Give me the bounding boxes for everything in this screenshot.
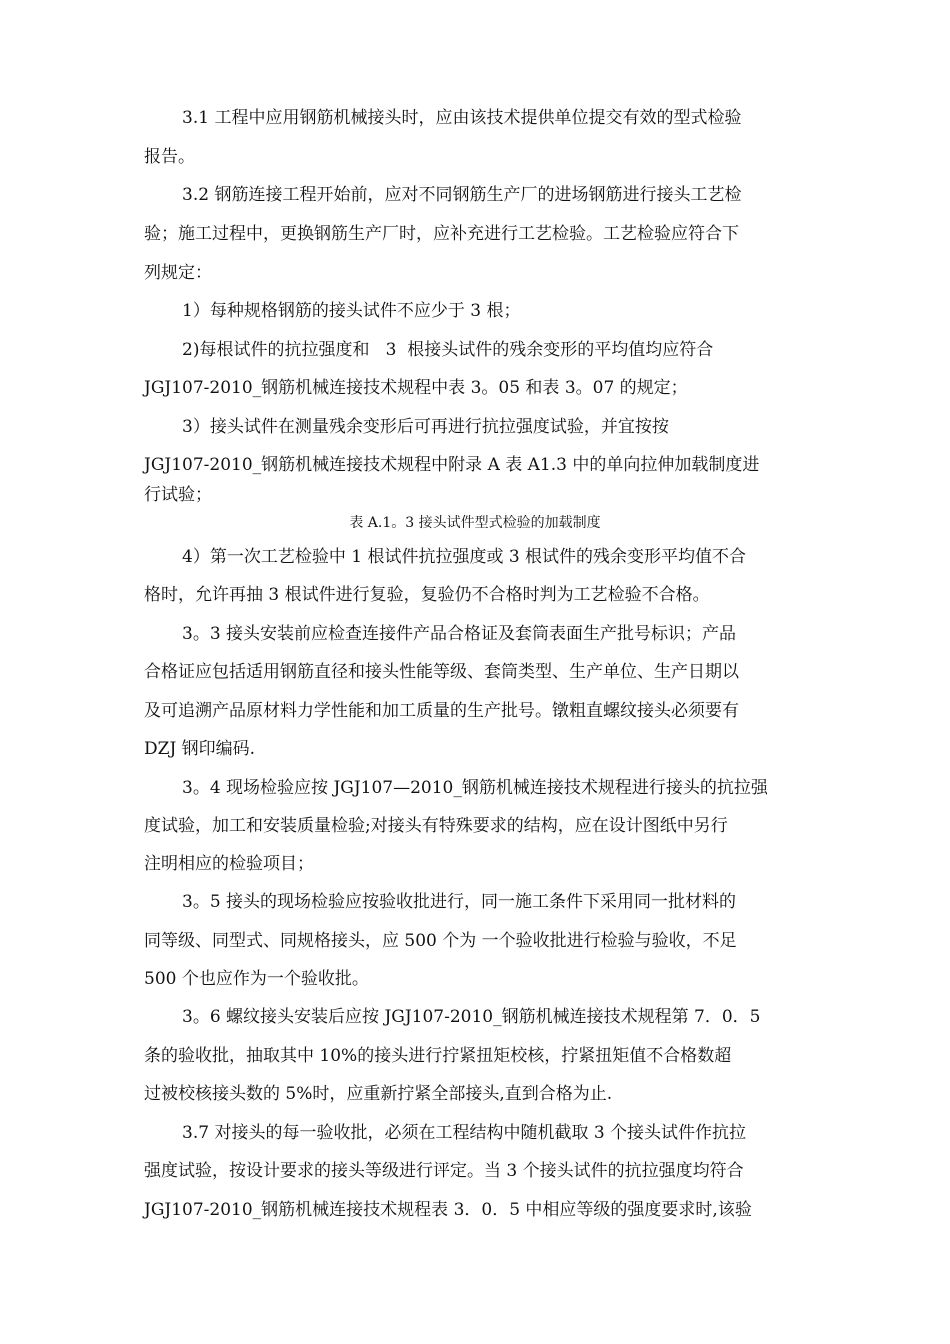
text-line: 4）第一次工艺检验中 1 根试件抗拉强度或 3 根试件的残余变形平均值不合 <box>182 547 747 567</box>
text-line: 500 个也应作为一个验收批。 <box>144 969 369 989</box>
text-line: 1）每种规格钢筋的接头试件不应少于 3 根； <box>182 301 521 321</box>
text-line: JGJ107-2010_钢筋机械连接技术规程表 3．0．5 中相应等级的强度要求时,该验 <box>144 1200 752 1220</box>
text-line: 及可追溯产品原材料力学性能和加工质量的生产批号。镦粗直螺纹接头必须要有 <box>144 701 739 721</box>
text-line: 注明相应的检验项目； <box>144 854 314 874</box>
text-line: 2)每根试件的抗拉强度和 3 根接头试件的残余变形的平均值均应符合 <box>182 340 714 360</box>
text-line: 3。6 螺纹接头安装后应按 JGJ107-2010_钢筋机械连接技术规程第 7．0．5 <box>182 1007 761 1027</box>
text-line: 强度试验，按设计要求的接头等级进行评定。当 3 个接头试件的抗拉强度均符合 <box>144 1161 744 1181</box>
table-caption: 表 A.1。3 接头试件型式检验的加载制度 <box>349 515 601 531</box>
text-line: 3）接头试件在测量残余变形后可再进行抗拉强度试验，并宜按按 <box>182 417 669 437</box>
text-line: DZJ 钢印编码. <box>144 739 256 759</box>
text-line: 报告。 <box>144 147 195 167</box>
text-line: 3。5 接头的现场检验应按验收批进行，同一施工条件下采用同一批材料的 <box>182 892 737 912</box>
text-line: 格时，允许再抽 3 根试件进行复验，复验仍不合格时判为工艺检验不合格。 <box>144 585 710 605</box>
text-line: 列规定： <box>144 263 212 283</box>
text-line: 合格证应包括适用钢筋直径和接头性能等级、套筒类型、生产单位、生产日期以 <box>144 662 739 682</box>
text-line: 行试验； <box>144 485 212 505</box>
text-line: 3。4 现场检验应按 JGJ107—2010_钢筋机械连接技术规程进行接头的抗拉强 <box>182 778 768 798</box>
text-line: 同等级、同型式、同规格接头，应 500 个为 一个验收批进行检验与验收，不足 <box>144 931 737 951</box>
text-line: JGJ107-2010_钢筋机械连接技术规程中附录 A 表 A1.3 中的单向拉伸加载制度进 <box>144 455 760 475</box>
text-line: 过被校核接头数的 5%时，应重新拧紧全部接头,直到合格为止. <box>144 1084 613 1104</box>
text-line: 度试验，加工和安装质量检验;对接头有特殊要求的结构，应在设计图纸中另行 <box>144 816 728 836</box>
text-line: 3。3 接头安装前应检查连接件产品合格证及套筒表面生产批号标识；产品 <box>182 624 737 644</box>
text-line: 验；施工过程中，更换钢筋生产厂时，应补充进行工艺检验。工艺检验应符合下 <box>144 224 739 244</box>
text-line: JGJ107-2010_钢筋机械连接技术规程中表 3。05 和表 3。07 的规定； <box>144 378 688 398</box>
text-line: 3.7 对接头的每一验收批，必须在工程结构中随机截取 3 个接头试件作抗拉 <box>182 1123 747 1143</box>
text-line: 3.1 工程中应用钢筋机械接头时，应由该技术提供单位提交有效的型式检验 <box>182 108 742 128</box>
text-line: 3.2 钢筋连接工程开始前，应对不同钢筋生产厂的进场钢筋进行接头工艺检 <box>182 185 742 205</box>
text-line: 条的验收批，抽取其中 10%的接头进行拧紧扭矩校核，拧紧扭矩值不合格数超 <box>144 1046 732 1066</box>
